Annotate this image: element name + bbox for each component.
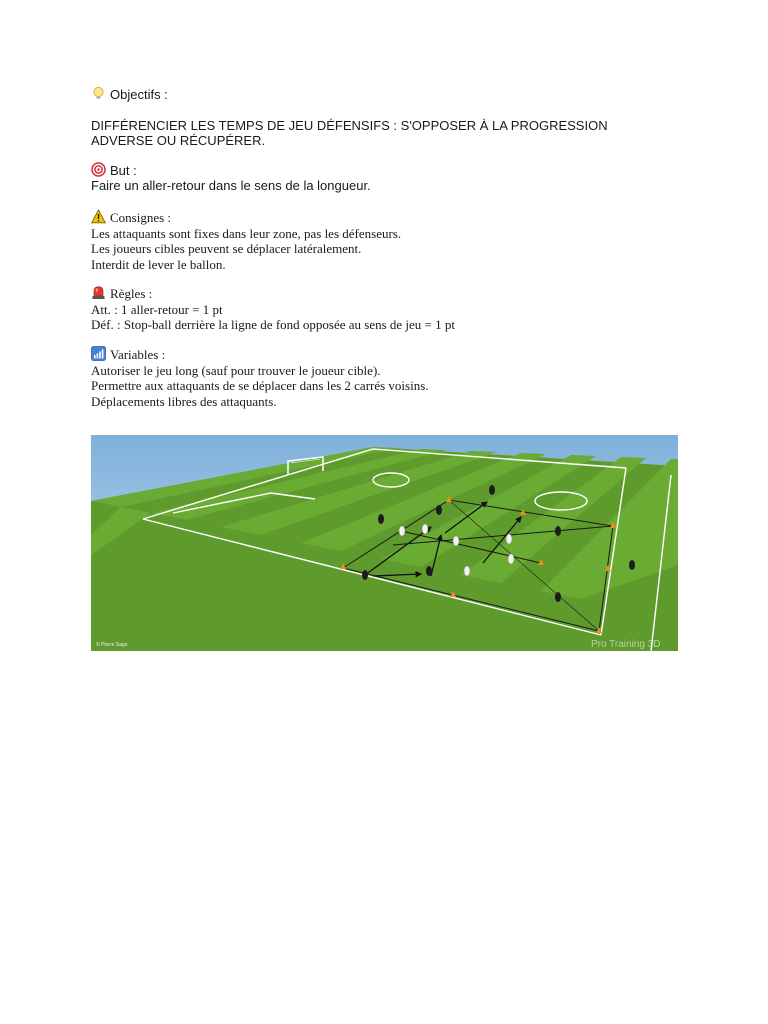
regles-line: Att. : 1 aller-retour = 1 pt: [91, 301, 223, 317]
consignes-line: Interdit de lever le ballon.: [91, 256, 226, 272]
variables-heading-line: [91, 346, 681, 363]
regles-heading: Règles :: [110, 286, 153, 301]
objectifs-heading-line: [91, 86, 681, 102]
variables-line: Autoriser le jeu long (sauf pour trouver le joueur cible).: [91, 362, 381, 378]
consignes-line: Les joueurs cibles peuvent se déplacer latéralement.: [91, 241, 362, 256]
regles-heading-line: [91, 285, 681, 302]
siren-icon: [91, 285, 106, 300]
section-variables: [91, 346, 681, 409]
section-but: [91, 162, 681, 193]
target-icon: [91, 162, 106, 177]
but-text: Faire un aller-retour dans le sens de la longueur.: [91, 178, 371, 193]
but-heading-line: [91, 162, 681, 178]
signal-bars-icon: [91, 346, 106, 361]
objectifs-line: ADVERSE OU RÉCUPÉRER.: [91, 133, 266, 148]
consignes-line: Les attaquants sont fixes dans leur zone, pas les défenseurs.: [91, 225, 402, 241]
section-consignes: [91, 209, 681, 272]
field-svg: [91, 435, 678, 651]
training-field-diagram: [91, 435, 678, 651]
but-heading: But :: [110, 163, 137, 178]
lightbulb-icon: [91, 86, 106, 101]
objectifs-text: [91, 118, 681, 148]
watermark-label: Pro Training 3D: [591, 639, 661, 650]
variables-heading: Variables :: [110, 347, 166, 362]
warning-icon: [91, 209, 106, 224]
variables-line: Déplacements libres des attaquants.: [91, 393, 277, 409]
copyright-label: © Pierre Sage: [96, 642, 128, 648]
variables-line: Permettre aux attaquants de se déplacer dans les 2 carrés voisins.: [91, 378, 429, 393]
objectifs-line: DIFFÉRENCIER LES TEMPS DE JEU DÉFENSIFS : S'OPPOSER À LA PROGRESSION: [91, 118, 608, 133]
consignes-heading: Consignes :: [110, 210, 172, 225]
regles-line: Déf. : Stop-ball derrière la ligne de fond opposée au sens de jeu = 1 pt: [91, 317, 455, 332]
section-regles: [91, 285, 681, 333]
section-objectifs: [91, 86, 681, 102]
objectifs-heading: Objectifs :: [110, 87, 168, 102]
consignes-heading-line: [91, 209, 681, 226]
